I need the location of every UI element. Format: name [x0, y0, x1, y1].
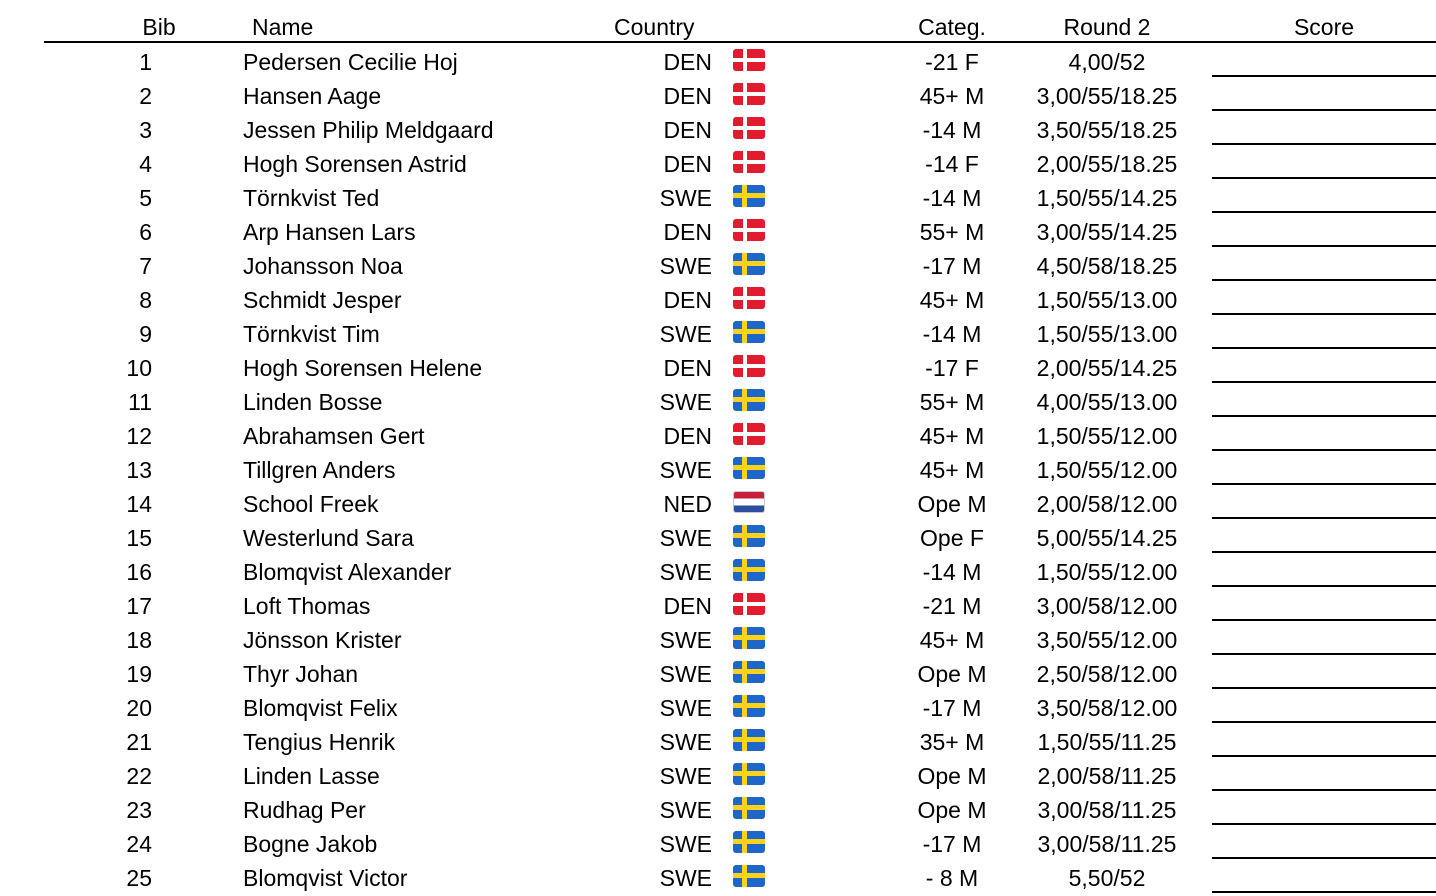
bib-cell: 21 [126, 729, 152, 755]
den-flag-icon [733, 423, 765, 445]
score-entry-line [1212, 245, 1436, 247]
name-cell: Johansson Noa [243, 253, 403, 279]
country-cell: SWE [659, 253, 712, 279]
table-row [0, 556, 1436, 590]
swe-flag-icon [733, 559, 765, 581]
name-cell: Abrahamsen Gert [243, 423, 425, 449]
table-row [0, 318, 1436, 352]
bib-cell: 11 [128, 389, 152, 415]
bib-cell: 1 [139, 49, 152, 75]
round-2-cell: 1,50/55/13.00 [1036, 287, 1178, 313]
header-name: Name [252, 14, 314, 40]
category-cell: -14 M [922, 117, 982, 143]
category-cell: -21 F [925, 49, 979, 75]
name-cell: Tengius Henrik [243, 729, 396, 755]
round-2-cell: 1,50/55/12.00 [1036, 423, 1178, 449]
country-cell: SWE [659, 457, 712, 483]
header-country: Country [614, 14, 695, 40]
bib-cell: 24 [126, 831, 152, 857]
bib-cell: 2 [139, 83, 152, 109]
round-2-cell: 1,50/55/12.00 [1036, 559, 1178, 585]
name-cell: Rudhag Per [243, 797, 366, 823]
score-entry-line [1212, 381, 1436, 383]
table-row [0, 80, 1436, 114]
header-round: Round 2 [1063, 14, 1151, 40]
bib-cell: 19 [126, 661, 152, 687]
name-cell: Jönsson Krister [243, 627, 402, 653]
country-cell: DEN [663, 593, 712, 619]
den-flag-icon [733, 49, 765, 71]
category-cell: -14 M [922, 185, 982, 211]
bib-cell: 7 [139, 253, 152, 279]
swe-flag-icon [733, 525, 765, 547]
round-2-cell: 3,50/55/18.25 [1036, 117, 1178, 143]
table-row [0, 760, 1436, 794]
name-cell: Blomqvist Alexander [243, 559, 452, 585]
score-entry-line [1212, 449, 1436, 451]
swe-flag-icon [733, 797, 765, 819]
name-cell: Loft Thomas [243, 593, 371, 619]
category-cell: -17 M [922, 831, 982, 857]
table-row [0, 624, 1436, 658]
bib-cell: 20 [126, 695, 152, 721]
table-row [0, 828, 1436, 862]
bib-cell: 6 [139, 219, 152, 245]
table-row [0, 726, 1436, 760]
category-cell: 45+ M [919, 457, 985, 483]
round-2-cell: 3,00/55/14.25 [1036, 219, 1178, 245]
country-cell: NED [663, 491, 712, 517]
score-entry-line [1212, 313, 1436, 315]
bib-cell: 17 [126, 593, 152, 619]
round-2-cell: 2,50/58/12.00 [1036, 661, 1178, 687]
table-row [0, 386, 1436, 420]
name-cell: Törnkvist Tim [243, 321, 380, 347]
country-cell: DEN [663, 287, 712, 313]
score-entry-line [1212, 279, 1436, 281]
score-entry-line [1212, 143, 1436, 145]
category-cell: 45+ M [919, 287, 985, 313]
round-2-cell: 4,50/58/18.25 [1036, 253, 1178, 279]
category-cell: 55+ M [919, 389, 985, 415]
swe-flag-icon [733, 695, 765, 717]
bib-cell: 22 [126, 763, 152, 789]
country-cell: SWE [659, 865, 712, 891]
swe-flag-icon [733, 729, 765, 751]
name-cell: School Freek [243, 491, 379, 517]
den-flag-icon [733, 83, 765, 105]
results-table-body [0, 46, 1436, 896]
country-cell: DEN [663, 49, 712, 75]
name-cell: Hansen Aage [243, 83, 382, 109]
bib-cell: 25 [126, 865, 152, 891]
category-cell: -14 M [922, 321, 982, 347]
name-cell: Arp Hansen Lars [243, 219, 416, 245]
category-cell: -21 M [922, 593, 982, 619]
header-divider [44, 41, 1436, 43]
country-cell: SWE [659, 729, 712, 755]
country-cell: DEN [663, 355, 712, 381]
country-cell: SWE [659, 661, 712, 687]
name-cell: Westerlund Sara [243, 525, 414, 551]
country-cell: SWE [659, 185, 712, 211]
category-cell: -17 F [925, 355, 979, 381]
name-cell: Blomqvist Victor [243, 865, 408, 891]
country-cell: DEN [663, 83, 712, 109]
category-cell: - 8 M [925, 865, 979, 891]
category-cell: 45+ M [919, 83, 985, 109]
score-entry-line [1212, 721, 1436, 723]
table-row [0, 794, 1436, 828]
swe-flag-icon [733, 457, 765, 479]
table-row [0, 182, 1436, 216]
score-entry-line [1212, 823, 1436, 825]
name-cell: Bogne Jakob [243, 831, 378, 857]
score-entry-line [1212, 347, 1436, 349]
bib-cell: 5 [139, 185, 152, 211]
bib-cell: 10 [126, 355, 152, 381]
swe-flag-icon [733, 321, 765, 343]
country-cell: DEN [663, 423, 712, 449]
category-cell: -14 M [922, 559, 982, 585]
country-cell: SWE [659, 831, 712, 857]
round-2-cell: 3,00/58/11.25 [1037, 797, 1177, 823]
score-entry-line [1212, 755, 1436, 757]
bib-cell: 13 [126, 457, 152, 483]
table-row [0, 488, 1436, 522]
country-cell: SWE [659, 695, 712, 721]
score-entry-line [1212, 109, 1436, 111]
name-cell: Linden Bosse [243, 389, 383, 415]
score-entry-line [1212, 483, 1436, 485]
name-cell: Törnkvist Ted [243, 185, 380, 211]
swe-flag-icon [733, 627, 765, 649]
bib-cell: 15 [126, 525, 152, 551]
table-row [0, 590, 1436, 624]
round-2-cell: 3,00/55/18.25 [1036, 83, 1178, 109]
den-flag-icon [733, 593, 765, 615]
score-entry-line [1212, 891, 1436, 893]
table-row [0, 692, 1436, 726]
round-2-cell: 3,50/58/12.00 [1036, 695, 1178, 721]
bib-cell: 16 [126, 559, 152, 585]
table-row [0, 284, 1436, 318]
score-entry-line [1212, 857, 1436, 859]
table-row [0, 148, 1436, 182]
country-cell: SWE [659, 797, 712, 823]
round-2-cell: 2,00/58/11.25 [1037, 763, 1177, 789]
swe-flag-icon [733, 185, 765, 207]
bib-cell: 4 [139, 151, 152, 177]
category-cell: Ope F [920, 525, 984, 551]
name-cell: Jessen Philip Meldgaard [243, 117, 494, 143]
round-2-cell: 5,50/52 [1068, 865, 1146, 891]
country-cell: SWE [659, 321, 712, 347]
bib-cell: 3 [139, 117, 152, 143]
table-row [0, 250, 1436, 284]
country-cell: SWE [659, 525, 712, 551]
name-cell: Linden Lasse [243, 763, 380, 789]
country-cell: SWE [659, 559, 712, 585]
score-entry-line [1212, 551, 1436, 553]
score-entry-line [1212, 789, 1436, 791]
score-entry-line [1212, 415, 1436, 417]
score-entry-line [1212, 619, 1436, 621]
round-2-cell: 2,00/55/14.25 [1036, 355, 1178, 381]
score-entry-line [1212, 177, 1436, 179]
name-cell: Schmidt Jesper [243, 287, 402, 313]
country-cell: DEN [663, 117, 712, 143]
score-entry-line [1212, 687, 1436, 689]
country-cell: SWE [659, 763, 712, 789]
country-cell: DEN [663, 151, 712, 177]
swe-flag-icon [733, 253, 765, 275]
category-cell: 45+ M [919, 423, 985, 449]
category-cell: 35+ M [919, 729, 985, 755]
table-row [0, 522, 1436, 556]
round-2-cell: 5,00/55/14.25 [1036, 525, 1178, 551]
table-row [0, 216, 1436, 250]
round-2-cell: 4,00/52 [1068, 49, 1146, 75]
category-cell: 45+ M [919, 627, 985, 653]
category-cell: Ope M [917, 763, 987, 789]
category-cell: -14 F [925, 151, 979, 177]
name-cell: Pedersen Cecilie Hoj [243, 49, 458, 75]
swe-flag-icon [733, 661, 765, 683]
round-2-cell: 1,50/55/14.25 [1036, 185, 1178, 211]
den-flag-icon [733, 287, 765, 309]
round-2-cell: 3,50/55/12.00 [1036, 627, 1178, 653]
bib-cell: 12 [126, 423, 152, 449]
table-row [0, 114, 1436, 148]
round-2-cell: 3,00/58/11.25 [1037, 831, 1177, 857]
den-flag-icon [733, 355, 765, 377]
bib-cell: 8 [139, 287, 152, 313]
name-cell: Hogh Sorensen Astrid [243, 151, 467, 177]
round-2-cell: 3,00/58/12.00 [1036, 593, 1178, 619]
name-cell: Hogh Sorensen Helene [243, 355, 483, 381]
table-row [0, 46, 1436, 80]
header-categ: Categ. [918, 14, 986, 40]
den-flag-icon [733, 219, 765, 241]
table-row [0, 352, 1436, 386]
header-score: Score [1293, 14, 1355, 40]
category-cell: Ope M [917, 491, 987, 517]
table-row [0, 420, 1436, 454]
swe-flag-icon [733, 831, 765, 853]
category-cell: -17 M [922, 695, 982, 721]
table-row [0, 454, 1436, 488]
name-cell: Blomqvist Felix [243, 695, 398, 721]
round-2-cell: 2,00/55/18.25 [1036, 151, 1178, 177]
round-2-cell: 1,50/55/13.00 [1036, 321, 1178, 347]
bib-cell: 9 [139, 321, 152, 347]
score-entry-line [1212, 585, 1436, 587]
score-entry-line [1212, 517, 1436, 519]
table-row [0, 658, 1436, 692]
category-cell: -17 M [922, 253, 982, 279]
country-cell: DEN [663, 219, 712, 245]
bib-cell: 23 [126, 797, 152, 823]
ned-flag-icon [733, 491, 765, 513]
swe-flag-icon [733, 763, 765, 785]
round-2-cell: 2,00/58/12.00 [1036, 491, 1178, 517]
country-cell: SWE [659, 389, 712, 415]
den-flag-icon [733, 117, 765, 139]
swe-flag-icon [733, 865, 765, 887]
den-flag-icon [733, 151, 765, 173]
score-entry-line [1212, 75, 1436, 77]
round-2-cell: 1,50/55/11.25 [1037, 729, 1177, 755]
swe-flag-icon [733, 389, 765, 411]
country-cell: SWE [659, 627, 712, 653]
name-cell: Thyr Johan [243, 661, 359, 687]
round-2-cell: 4,00/55/13.00 [1036, 389, 1178, 415]
category-cell: Ope M [917, 797, 987, 823]
header-bib: Bib [142, 14, 176, 40]
category-cell: Ope M [917, 661, 987, 687]
score-entry-line [1212, 211, 1436, 213]
bib-cell: 14 [126, 491, 152, 517]
bib-cell: 18 [126, 627, 152, 653]
name-cell: Tillgren Anders [243, 457, 396, 483]
category-cell: 55+ M [919, 219, 985, 245]
round-2-cell: 1,50/55/12.00 [1036, 457, 1178, 483]
score-entry-line [1212, 653, 1436, 655]
